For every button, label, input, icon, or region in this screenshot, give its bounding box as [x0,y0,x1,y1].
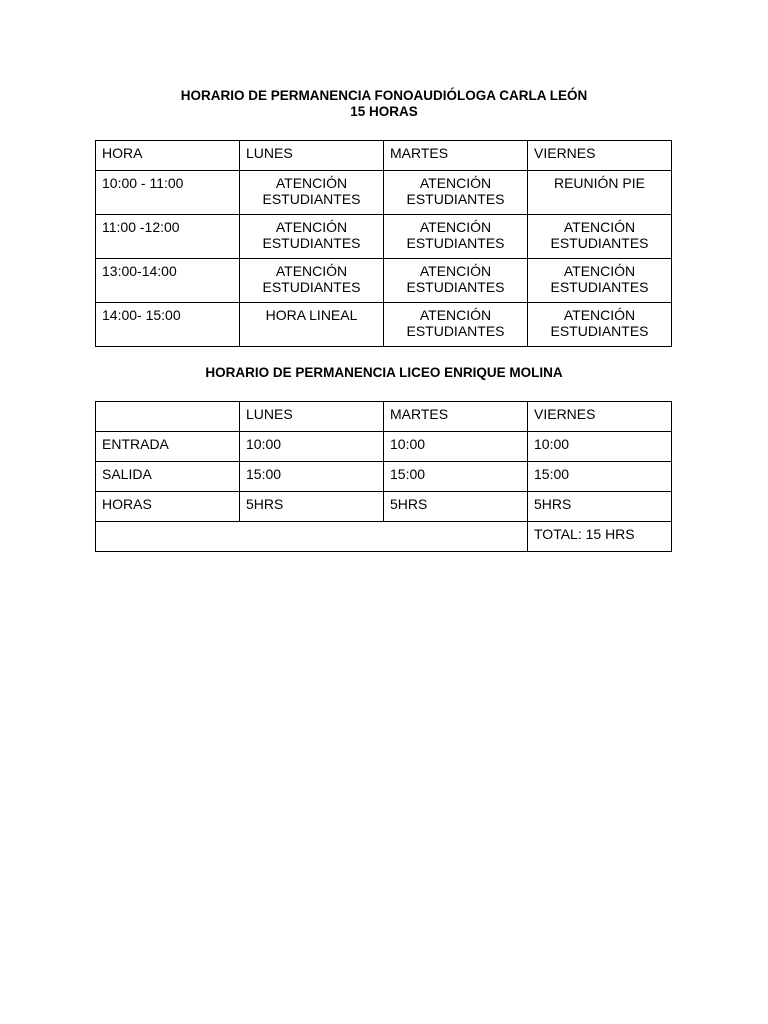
schedule-table-fonoaudiologa [95,140,672,347]
activity-cell-martes: ATENCIÓN ESTUDIANTES [384,171,528,215]
value-cell-viernes: 15:00 [528,462,672,492]
time-cell: 11:00 -12:00 [96,215,240,259]
table-row [96,215,672,259]
activity-cell-lunes: HORA LINEAL [240,303,384,347]
table-row [96,259,672,303]
activity-cell-lunes: ATENCIÓN ESTUDIANTES [240,259,384,303]
activity-cell-martes: ATENCIÓN ESTUDIANTES [384,259,528,303]
row-label-cell: ENTRADA [96,432,240,462]
value-cell-lunes: 10:00 [240,432,384,462]
activity-cell-viernes: ATENCIÓN ESTUDIANTES [528,259,672,303]
table-header-row [96,141,672,171]
time-cell: 14:00- 15:00 [96,303,240,347]
table-header-row [96,402,672,432]
value-cell-lunes: 5HRS [240,492,384,522]
activity-cell-lunes: ATENCIÓN ESTUDIANTES [240,215,384,259]
header-cell-martes: MARTES [384,141,528,171]
table-row [96,171,672,215]
value-cell-viernes: 5HRS [528,492,672,522]
header-cell-martes: MARTES [384,402,528,432]
activity-cell-viernes: REUNIÓN PIE [528,171,672,215]
header-cell-lunes: LUNES [240,402,384,432]
section-title-liceo: HORARIO DE PERMANENCIA LICEO ENRIQUE MOLINA [205,365,563,380]
total-hours-cell: TOTAL: 15 HRS [528,522,672,552]
table-row [96,462,672,492]
table-total-row [96,522,672,552]
document-title: HORARIO DE PERMANENCIA FONOAUDIÓLOGA CARLA LEÓN [180,88,588,103]
row-label-cell: SALIDA [96,462,240,492]
header-cell-hora: HORA [96,141,240,171]
total-spacer-cell [96,522,528,552]
value-cell-martes: 10:00 [384,432,528,462]
table-row [96,492,672,522]
table-row [96,303,672,347]
time-cell: 10:00 - 11:00 [96,171,240,215]
activity-cell-viernes: ATENCIÓN ESTUDIANTES [528,215,672,259]
header-cell-viernes: VIERNES [528,402,672,432]
value-cell-lunes: 15:00 [240,462,384,492]
activity-cell-martes: ATENCIÓN ESTUDIANTES [384,215,528,259]
value-cell-martes: 15:00 [384,462,528,492]
value-cell-viernes: 10:00 [528,432,672,462]
activity-cell-lunes: ATENCIÓN ESTUDIANTES [240,171,384,215]
activity-cell-viernes: ATENCIÓN ESTUDIANTES [528,303,672,347]
activity-cell-martes: ATENCIÓN ESTUDIANTES [384,303,528,347]
header-cell-viernes: VIERNES [528,141,672,171]
time-cell: 13:00-14:00 [96,259,240,303]
value-cell-martes: 5HRS [384,492,528,522]
header-cell-empty [96,402,240,432]
schedule-table-liceo [95,401,672,552]
document-subtitle-hours: 15 HORAS [350,104,418,119]
row-label-cell: HORAS [96,492,240,522]
header-cell-lunes: LUNES [240,141,384,171]
table-row [96,432,672,462]
